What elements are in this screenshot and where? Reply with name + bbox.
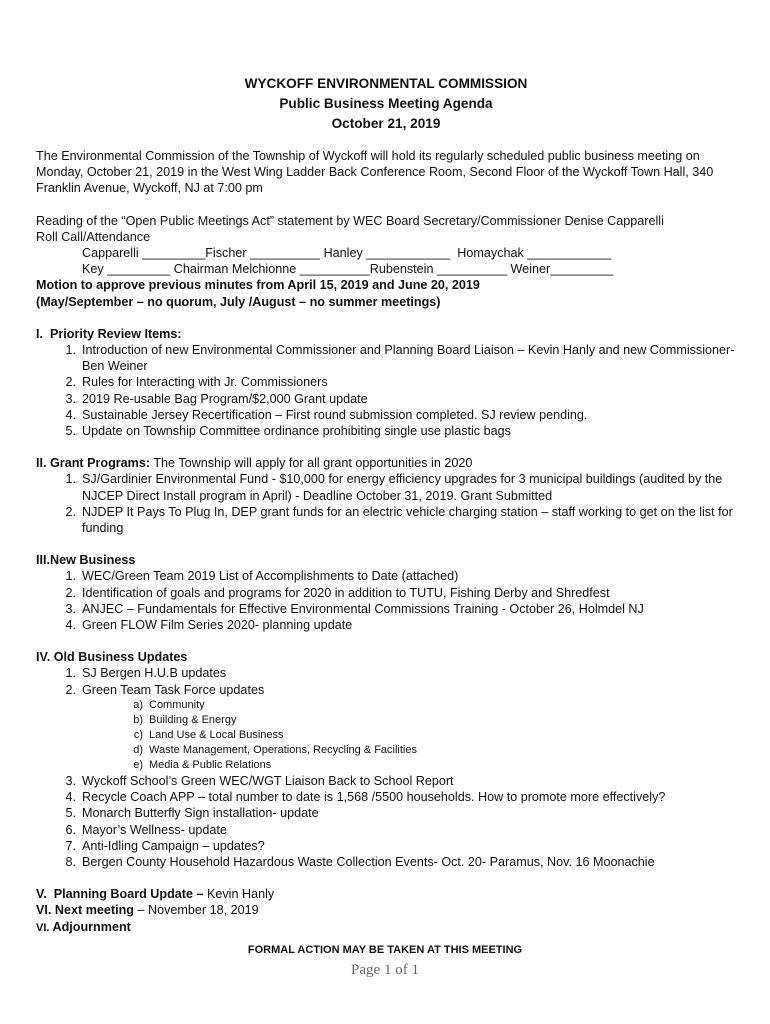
list-item: 1. SJ Bergen H.U.B updates [65,666,227,681]
rollcall-line-1: Capparelli _________Fischer __________ Hanley ____________ Homaychak ____________ [82,246,612,261]
sub-list-item: b) Building & Energy [133,713,237,726]
reading-statement: Reading of the “Open Public Meetings Act” statement by WEC Board Secretary/Commissioner Denise Capparelli [36,213,664,228]
list-item: 4. Recycle Coach APP – total number to date is 1,568 /5500 households. How to promote more effectively? [65,790,666,805]
sub-list-item: e) Media & Public Relations [133,758,272,771]
list-item: 2. Identification of goals and programs for 2020 in addition to TUTU, Fishing Derby and Shredfest [65,585,610,600]
list-item: 6. Mayor’s Wellness- update [65,822,227,837]
title-subtitle: Public Business Meeting Agenda [279,96,493,111]
title-date: October 21, 2019 [331,116,441,131]
formal-action-notice: FORMAL ACTION MAY BE TAKEN AT THIS MEETING [247,944,523,956]
list-item: 5. Monarch Butterfly Sign installation- update [65,806,319,821]
section-new-business-list [36,568,736,633]
list-item: 2. NJDEP It Pays To Plug In, DEP grant funds for an electric vehicle charging station – staff working to get on the list for funding [65,504,733,536]
rollcall-line-2: Key _________ Chairman Melchionne __________Rubenstein __________ Weiner_________ [82,262,614,277]
sub-list-item: d) Waste Management, Operations, Recycling & Facilities [133,743,417,756]
list-item: 4. Sustainable Jersey Recertification – First round submission completed. SJ review pending. [65,407,588,422]
list-item: 1. Introduction of new Environmental Commissioner and Planning Board Liaison – Kevin Hanly and new Commissioner- Ben Weiner [65,343,735,374]
list-item: 4. Green FLOW Film Series 2020- planning update [65,618,353,633]
title-org: WYCKOFF ENVIRONMENTAL COMMISSION [244,76,528,91]
section-grant-heading: II. Grant Programs: The Township will apply for all grant opportunities in 2020 [36,456,473,471]
section-adjournment: VI. Adjournment [36,919,131,934]
section-old-business-heading: IV. Old Business Updates [36,650,188,665]
list-item: 7. Anti-Idling Campaign – updates? [65,838,265,853]
intro-paragraph: The Environmental Commission of the Township of Wyckoff will hold its regularly scheduled public business meeting on Monday, October 21, 2019 in the West Wing Ladder Back Conference Room, Second Floor of the Wyckoff Town Hall, 340 Franklin Avenue, Wyckoff, NJ at 7:00 pm [36,149,714,196]
section-new-business-heading: III.New Business [36,553,136,568]
list-item: 8. Bergen County Household Hazardous Waste Collection Events- Oct. 20- Paramus, Nov. 16 Moonachie [65,854,655,869]
page-number: Page 1 of 1 [351,962,419,978]
section-grant-list [36,471,736,536]
sub-list-item: c) Land Use & Local Business [133,728,284,741]
section-next-meeting: VI. Next meeting – November 18, 2019 [36,903,259,918]
list-item: 1. WEC/Green Team 2019 List of Accomplishments to Date (attached) [65,569,459,584]
list-item: 3. 2019 Re-usable Bag Program/$2,000 Grant update [65,391,368,406]
list-item: 2. Rules for Interacting with Jr. Commissioners [65,375,328,390]
task-force-sublist [36,698,736,773]
section-old-business-list-continued [36,773,736,870]
section-old-business-list [36,665,736,697]
motion-line-2: (May/September – no quorum, July /August – no summer meetings) [36,294,441,309]
list-item: 3. Wyckoff School’s Green WEC/WGT Liaison Back to School Report [65,773,454,788]
list-item: 5. Update on Township Committee ordinance prohibiting single use plastic bags [65,424,511,439]
list-item: 2. Green Team Task Force updates [65,682,265,697]
section-priority-heading: I. Priority Review Items: [36,326,182,341]
section-planning-board: V. Planning Board Update – Kevin Hanly [36,887,275,902]
list-item: 1. SJ/Gardinier Environmental Fund - $10,000 for energy efficiency upgrades for 3 municipal buildings (audited by the NJCEP Direct Install program in April) - Deadline October 31, 2019. Grant Submitted [65,472,723,503]
sub-list-item: a) Community [133,698,205,711]
list-item: 3. ANJEC – Fundamentals for Effective Environmental Commissions Training - October 26, Holmdel NJ [65,601,644,616]
section-priority-list [36,342,736,439]
rollcall-label: Roll Call/Attendance [36,229,151,244]
motion-line-1: Motion to approve previous minutes from April 15, 2019 and June 20, 2019 [36,278,480,293]
agenda-document [36,74,736,936]
